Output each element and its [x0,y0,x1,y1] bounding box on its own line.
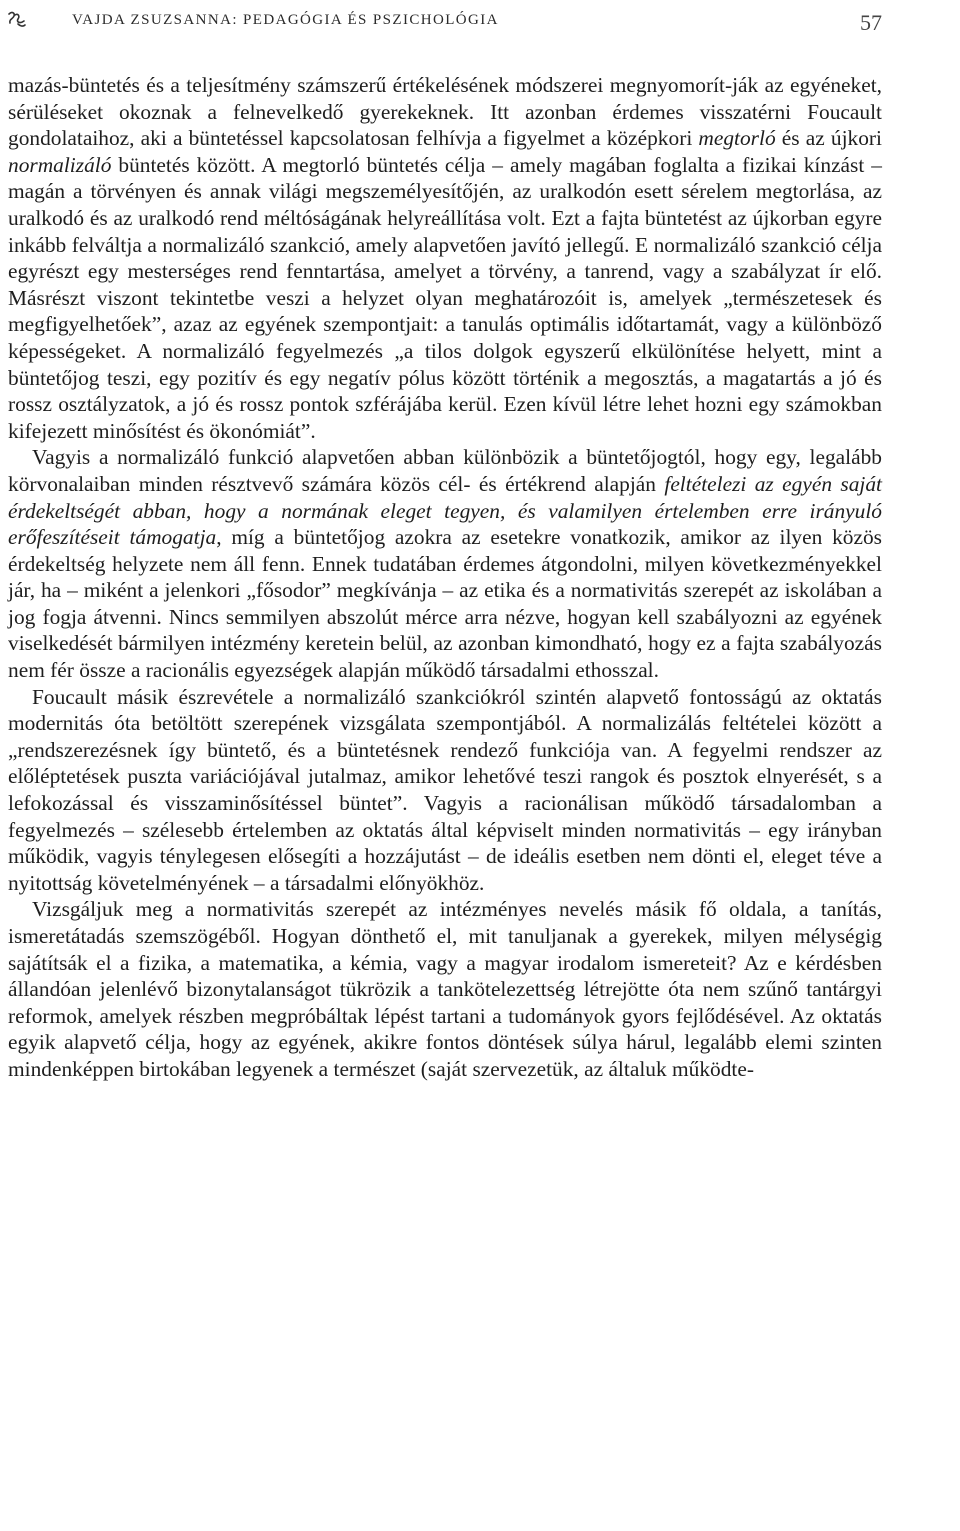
running-title: VAJDA ZSUZSANNA: PEDAGÓGIA ÉS PSZICHOLÓGIA [72,11,499,28]
text-run: büntetés között. A megtorló büntetés célja – amely magában foglalta a fizikai kínzást – magán a törvényen és annak világi megszemélyesítőjén, az uralkodón esett sérelem megtorlása, az uralkodó és az uralkodó rend méltóságának helyreállítása volt. Ezt a fajta büntetést az újkorban egyre inkább felváltja a normalizáló szankció, amely alapvetően javító jellegű. E normalizáló szankció célja egyrészt egy mesterséges rend fenntartása, amelyet a törvény, a tanrend, vagy a szabályzat ír elő. Másrészt viszont tekintetbe veszi a helyzet olyan meghatározóit is, amelyek „természetesek és megfigyelhetőek”, azaz az egyének szempontjait: a tanulás optimális időtartamát, vagy a különböző képességeket. A normalizáló fegyelmezés „a tilos dolgok egyszerű elkülönítése helyett, mint a büntetőjog teszi, egy pozitív és egy negatív pólus között történik a megosztás, a magatartás a jó és rossz osztályzatok, a jó és rossz pontok szférájába kerül. Ezen kívül létre lehet hozni egy számokban kifejezett minősítést és ökonómiát”. [8,152,882,443]
text-run: Vagyis a normalizáló funkció alapvetően abban különbözik a büntetőjogtól, hogy egy, legalább körvonalaiban minden résztvevő számára közös cél- és értékrend alapján [8,445,882,496]
decorative-mark-icon [6,10,28,30]
text-run: Vizsgáljuk meg a normativitás szerepét az intézményes nevelés másik fő oldala, a tanítás, ismeretátadás szemszögéből. Hogyan dönthető el, mit tanuljanak a gyerekek, milyen mélységig sajátítsák el a fizika, a matematika, a kémia, vagy a magyar irodalom ismereteit? Az e kérdésben állandóan jelenlévő bizonytalanságot tükrözik a tankötelezettség létrejötte óta nem szűnő tantárgyi reformok, amelyek részben megpróbáltak lépést tartani a tudományok gyors fejlődésével. Az oktatás egyik alapvető célja, hogy az egyének, akikre fontos döntések súlya hárul, legalább elemi szinten mindenképpen birtokában legyenek a természet (saját szervezetük, az általuk működte- [8,897,882,1081]
paragraph [8,684,882,897]
italic-phrase: normalizáló [8,152,112,177]
italic-phrase: megtorló [698,126,776,151]
text-run: , míg a büntetőjog azokra az esetekre vonatkozik, amikor az ilyen közös érdekeltség helyzete nem áll fenn. Ennek tudatában érdemes átgondolni, milyen következményekkel jár, ha – miként a jelenkori „fősodor” megkívánja – az etika és a normativitás szerepét az iskolában a jog fogja átvenni. Nincs semmilyen abszolút mérce arra nézve, hogyan kell szabályozni az egyének viselkedését bármilyen intézmény keretein belül, az azonban kimondható, hogy ez a fajta szabályozás nem fér össze a racionális egyezségek alapján működő társadalmi ethosszal. [8,525,882,683]
paragraph [8,444,882,683]
text-run: és az újkori [775,126,882,151]
page-number: 57 [860,10,882,35]
paragraph [8,896,882,1082]
italic-phrase: feltételezi az egyén saját érdekeltségét abban, hogy a normának eleget tegyen, és valamilyen értelemben erre irányuló erőfeszítéseit támogatja [8,471,883,550]
text-run: Foucault másik észrevétele a normalizáló szankciókról szintén alapvető fontosságú az oktatás modernitás óta betöltött szerepének vizsgálata szempontjából. A normalizálás feltételei között a „rendszerezésnek így büntető, és a büntetésnek rendező funkciója van. A fegyelmi rendszer az előléptetések puszta variációjával jutalmaz, amikor lehetővé teszi rangok és posztok elnyerését, s a lefokozással és visszaminősítéssel büntet”. Vagyis a racionálisan működő társadalomban a fegyelmezés – szélesebb értelemben az oktatás által képviselt minden normativitás – egy irányban működik, vagyis ténylegesen elősegíti a hozzájutást – de ideális esetben nem dönti el, eleget téve a nyitottság követelményének – a társadalmi előnyökhöz. [8,684,882,895]
body-text [8,72,882,1083]
running-head [6,6,868,34]
paragraph [8,72,882,444]
text-run: mazás-büntetés és a teljesítmény számszerű értékelésének módszerei megnyomorít-ják az egyéneket, sérüléseket okoznak a felnevelkedő gyerekeknek. Itt azonban érdemes visszatérni Foucault gondolataihoz, aki a büntetéssel kapcsolatosan felhívja a figyelmet a középkori [8,73,882,151]
